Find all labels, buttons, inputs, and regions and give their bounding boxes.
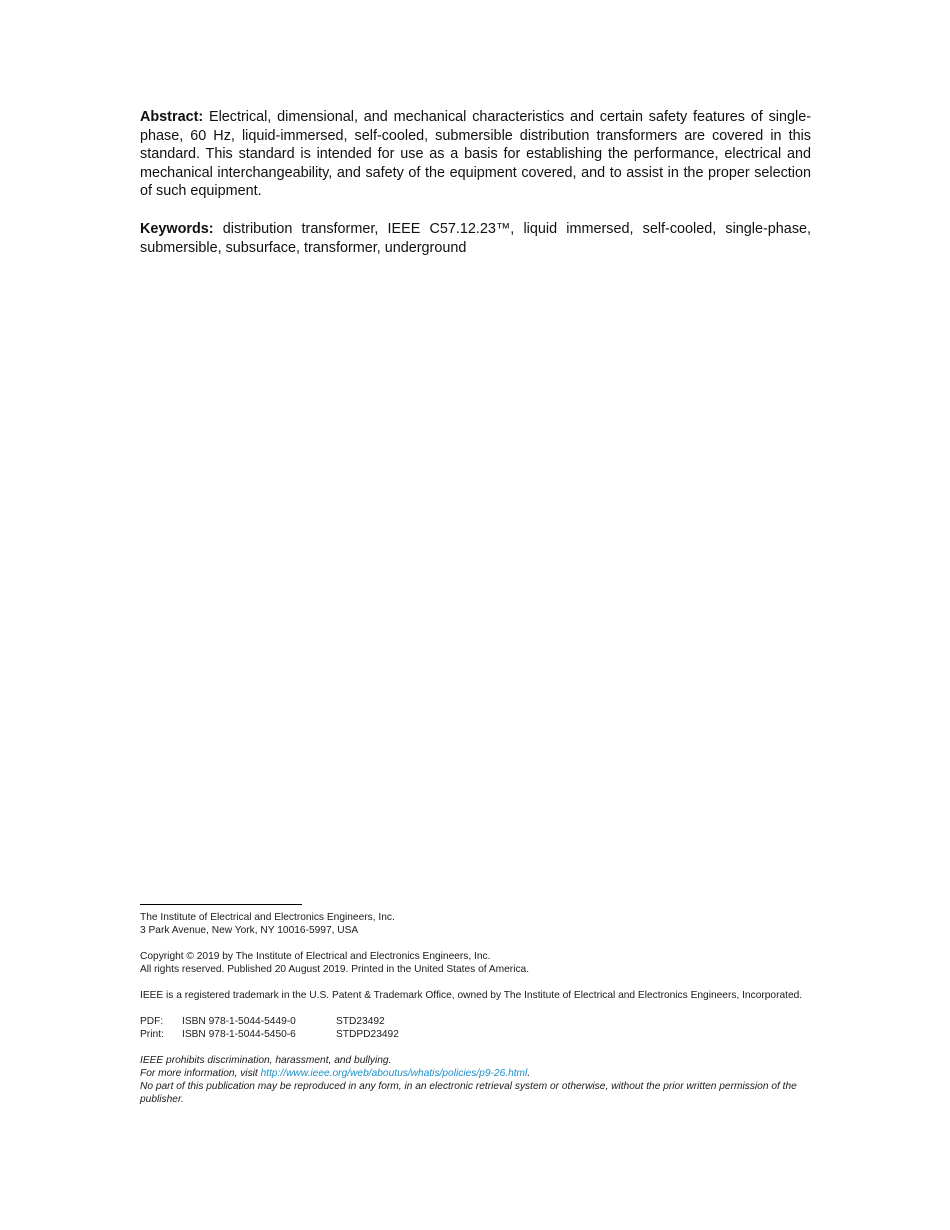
spacer — [140, 976, 811, 989]
abstract-label: Abstract: — [140, 109, 204, 125]
keywords-paragraph — [140, 220, 811, 257]
spacer — [140, 1041, 811, 1054]
keywords-text: distribution transformer, IEEE C57.12.23™, liquid immersed, self-cooled, single-phase, submersible, subsurface, transformer, underground — [140, 221, 812, 256]
isbn-row-pdf — [140, 1015, 811, 1028]
spacer — [140, 937, 811, 950]
copyright-line: Copyright © 2019 by The Institute of Electrical and Electronics Engineers, Inc. — [140, 951, 491, 962]
trademark-notice: IEEE is a registered trademark in the U.S. Patent & Trademark Office, owned by The Institute of Electrical and Electronics Engineers, Incorporated. — [140, 990, 803, 1001]
isbn-number: ISBN 978-1-5044-5450-6 — [182, 1029, 296, 1040]
policy-statement: IEEE prohibits discrimination, harassment, and bullying. — [140, 1055, 392, 1066]
publication-footer — [140, 904, 811, 1106]
footer-divider — [140, 904, 302, 905]
publisher-name: The Institute of Electrical and Electronics Engineers, Inc. — [140, 912, 395, 923]
policy-link[interactable]: http://www.ieee.org/web/aboutus/whatis/policies/p9-26.html — [260, 1068, 528, 1079]
rights-line: All rights reserved. Published 20 August 2019. Printed in the United States of America. — [140, 964, 530, 975]
isbn-number: ISBN 978-1-5044-5449-0 — [182, 1016, 296, 1027]
reproduction-notice: No part of this publication may be reproduced in any form, in an electronic retrieval system or otherwise, without the prior written permission of the publisher. — [140, 1081, 797, 1105]
isbn-format-label: PDF: — [140, 1016, 164, 1027]
publisher-address: 3 Park Avenue, New York, NY 10016-5997, USA — [140, 925, 359, 936]
isbn-product-code: STDPD23492 — [336, 1029, 399, 1040]
abstract-text: Electrical, dimensional, and mechanical characteristics and certain safety features of single-phase, 60 Hz, liquid-immersed, self-cooled, submersible distribution transformers are covered in this standard. This standard is intended for use as a basis for establishing the performance, electrical and mechanical interchangeability, and safety of the equipment covered, and to assist in the proper selection of such equipment. — [140, 109, 811, 199]
more-info-prefix: For more information, visit — [140, 1068, 261, 1079]
spacer — [140, 1002, 811, 1015]
more-info-line — [140, 1067, 811, 1080]
more-info-suffix: . — [527, 1068, 531, 1079]
abstract-paragraph — [140, 108, 811, 201]
isbn-row-print — [140, 1028, 811, 1041]
isbn-format-label: Print: — [140, 1029, 164, 1040]
keywords-label: Keywords: — [140, 221, 214, 237]
isbn-product-code: STD23492 — [336, 1016, 385, 1027]
